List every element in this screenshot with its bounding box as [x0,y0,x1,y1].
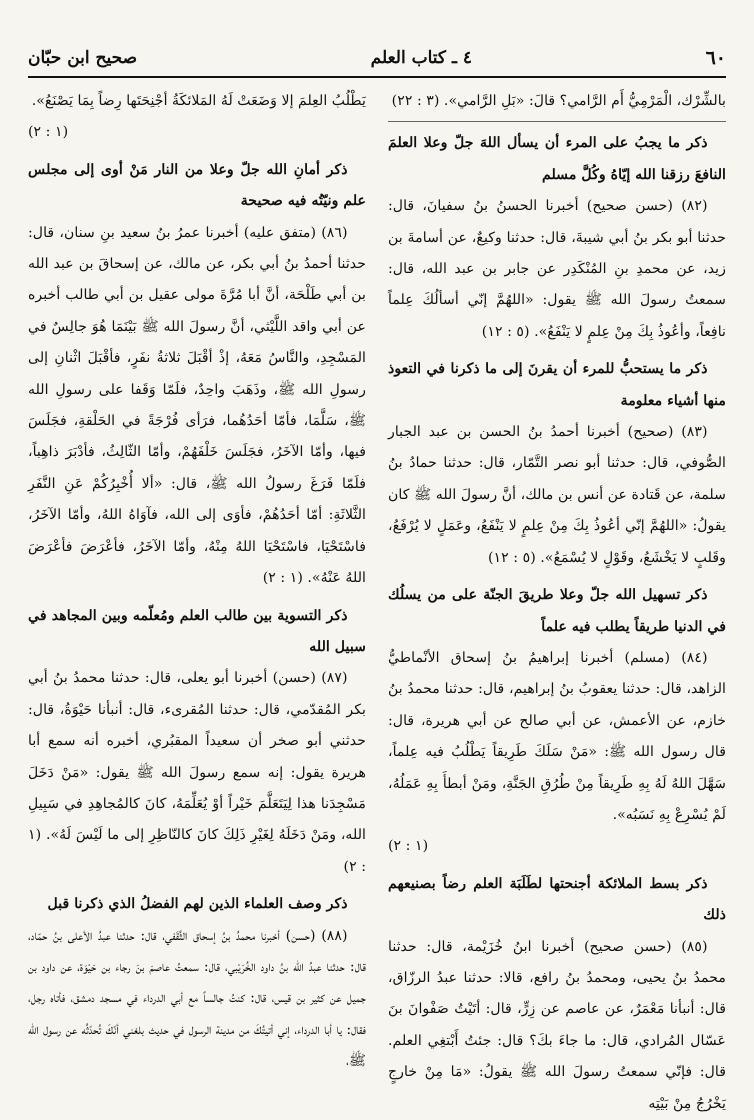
chapter-title: ٤ ـ كتاب العلم [370,48,472,68]
chapter-heading: ذكر وصف العلماء الذين لهم الفضلُ الذي ذكرنا قبل [47,896,348,913]
chapter-heading: ذكر ما يجبُ على المرء أن يسأل اللهَ جلّ وعلا العلمَ النافعَ رزقنا الله إيّاهُ وكُلَّ مسلم [388,135,726,183]
hadith-reference: (١ : ٢) [28,124,69,141]
section-divider [388,121,726,122]
header-rule [28,76,726,78]
chapter-heading: ذكر بسط الملائكة أجنحتها لطَلَبَة العلم رضاً بصنيعهم ذلك [388,875,726,924]
hadith-83: (٨٣) (صحيح) أخبرنا أحمدُ بنُ الحسن بن عبد الجبار الصُّوفي، قال: حدثنا أبو نصر التَّمّار، قال: حدثنا حمادُ بنُ سلمة، عن قَتادة عن أنس بن مالك، أنَّ رسولَ الله ﷺ كان يقولُ: «اللهُمَّ إنّي أعُوذُ بِكَ مِنْ عِلمٍ لا يَنْفَعُ، وعَمَلٍ لا يُرْفَعُ، وقَلبٍ لا يَخْشَعُ، وقَوْلٍ لا يُسْمَعُ». (٥ : ١٢) [388,424,726,566]
page-header [28,40,726,76]
hadith-reference: (١ : ٢) [388,838,429,855]
hadith-84: (٨٤) (مسلم) أخبرنا إبراهيمُ بنُ إسحاق الأنْماطيُّ الزاهد، قال: حدثنا يعقوبُ بنُ إبراهيم، قال: حدثنا محمدُ بنُ خازم، عن الأعمش، عن أبي صالح عن أبي هريرة، قال: قال رسول الله ﷺ: «مَنْ سَلَكَ طَرِيقاً يَطْلُبُ فيه عِلماً، سَهَّلَ اللهُ لَهُ بِهِ طَرِيقاً مِنْ طُرُقِ الجَنَّةِ، ومَنْ أبطأَ بِهِ عَمَلُهُ، لَمْ يُسْرِعْ بِهِ نَسَبُه». [388,649,726,823]
continued-text: يَطْلُبُ العِلمَ إلا وَضَعَتْ لَهُ المَلائكَةُ أجْنِحَتَها رِضاً بِمَا يَصْنَعُ». [31,93,366,109]
hadith-86: (٨٦) (متفق عليه) أخبرنا عمرُ بنُ سعيد بنِ سنان، قال: حدثنا أحمدُ بنُ أبي بكر، عن مالك، عن إسحاقَ بن عبد الله بن أبي طَلْحَة، أنَّ أبا مُرَّةَ مولى عقيل بن أبي طالب أخبره عن أبي واقد اللَّيْثي، أنَّ رسولَ الله ﷺ بَيْنَمَا هُوَ جالِسٌ في المَسْجِدِ، والنَّاسُ مَعَهُ، إذْ أقْبَلَ ثلاثةُ نفَرٍ، فأقْبَلَ اثْنانِ إلى رسولِ الله ﷺ، وذَهَبَ واحِدٌ، فلَمّا وَقَفا على رسولِ الله ﷺ، سَلَّمَا، فأمّا أحَدُهُما، فرَأى فُرْجَةً في الحَلْقةِ، فجَلَسَ فيها، وأمّا الآخَرُ، فجَلَسَ خَلْفَهُمْ، وأمّا الثّالِثُ، فأدْبَرَ ذاهِباً، فلَمّا فَرَغَ رسولُ الله ﷺ، قال: «ألا أُخْبِرُكُمْ عَنِ النَّفَرِ الثَّلاثَةِ: أمّا أحَدُهُمْ، فأوَى إلى الله، فآوَاهُ اللهُ، وأمّا الآخَرُ، فاسْتَحْيَا، فاسْتَحْيَا اللهُ مِنْهُ، وأمّا الآخَرُ، فأعْرَضَ فأعْرَضَ اللهُ عَنْهُ». (١ : ٢) [28,224,366,587]
left-column [28,86,366,1078]
hadith-87: (٨٧) (حسن) أخبرنا أبو يعلى، قال: حدثنا محمدُ بنُ أبي بكر المُقدّمي، قال: حدثنا المُقرىء، قال: أنبأنا حَيْوَةُ، قال: حدثني أبو صخر أن سعيداً المقبُري، أخبره أنه سمع أبا هريرة يقول: إنه سمع رسولَ الله ﷺ يقول: «مَنْ دَخَلَ مَسْجِدَنا هذا لِيَتَعَلَّمَ خَيْراً أوْ يُعَلِّمَهُ، كانَ كالمُجاهِدِ في سَبِيلِ الله، ومَنْ دَخَلَهُ لِغَيْرِ ذَلِكَ كانَ كالنّاظِرِ إلى ما لَيْسَ لَهُ». (١ : ٢) [28,670,366,875]
chapter-heading: ذكر تسهيل الله جلّ وعلا طريقَ الجنّة على من يسلُك في الدنيا طريقاً يطلب فيه علماً [388,587,726,635]
page-number: ٦٠ [705,47,726,69]
book-title: صحيح ابن حبّان [28,48,138,68]
chapter-heading: ذكر أمانِ الله جلّ وعلا من النار مَنْ أوى إلى مجلس علم ونيّتُه فيه صحيحة [28,161,366,210]
hadith-85: (٨٥) (حسن صحيح) أخبرنا ابنُ خُزَيْمة، قال: حدثنا محمدُ بنُ يحيى، ومحمدُ بنُ رافع، قالا: حدثنا عبدُ الرزّاق، قال: أنبأنا مَعْمَرٌ، عن عاصم عن زِرٍّ، قال: أتَيْتُ صَفْوانَ بنَ عَسّال المُرادي، قال: ما جاءَ بكَ؟ قال: جئتُ أَبْتغِي العلم. قال: فإنّي سمعتُ رسولَ الله ﷺ يقولُ: «مَا مِنْ خارجٍ يَخْرُجُ مِنْ بَيْتِه [388,938,726,1112]
continued-text: بالشِّرْك، الْمَرْمِيُّ أَم الرَّامي؟ قالَ: «بَلِ الرَّامي». (٣ : ٢٢) [391,93,726,109]
chapter-heading: ذكر ما يستحبُّ للمرء أن يقرنَ إلى ما ذكرنا في التعوذ منها أشياء معلومة [388,361,726,409]
hadith-88: (٨٨) (حسن) أخبرنا محمدُ بنُ إسحاق الثَّقَفي، قال: حدثنا عبدُ الأعلى بنُ حمّاد، قال: حدثنا عبدُ الله بنُ داود الخُرَيْبي، قال: سمعتُ عاصمَ بنَ رجاء بن حَيْوَة، عن داود بن جميل عن كثير بن قيس، قال: كنتُ جالساً مع أبي الدرداء في مسجد دمشق، فأتاه رجل، فقال: يا أبا الدرداء، إني أتيتُكَ من مدينة الرسول في حديث بلغني أنّكَ تُحدّثُه عن رسول الله ﷺ، [28,927,366,1070]
chapter-heading: ذكر التسوية بين طالب العلم ومُعلّمه وبين المجاهد في سبيل الله [28,607,366,655]
right-column [388,86,726,1120]
hadith-82: (٨٢) (حسن صحيح) أخبرنا الحسنُ بنُ سفيانَ، قال: حدثنا أبو بكر بنُ أبي شيبةَ، قال: حدثنا وكيعٌ، عن أسامةَ بن زيد، عن محمدِ بنِ المُنْكَدِر عن جابر بن عبد الله، قال: سمعتُ رسولَ الله ﷺ يقول: «اللهُمَّ إنّي أسألُكَ عِلماً نافِعاً، وأعُوذُ بِكَ مِنْ عِلمٍ لا يَنْفَعُ». (٥ : ١٢) [388,198,726,340]
